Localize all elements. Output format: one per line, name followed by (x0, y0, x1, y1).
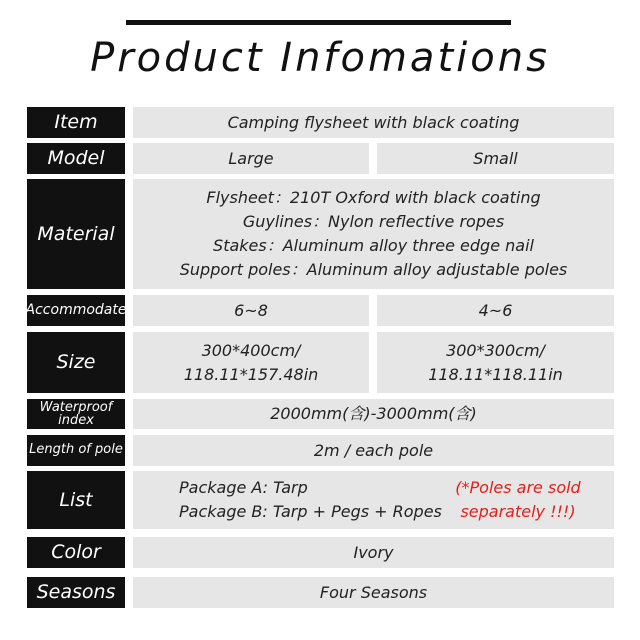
value-accommodate-large: 6~8 (133, 295, 369, 326)
label-model: Model (27, 143, 125, 174)
value-material (133, 179, 614, 289)
label-pole-length: Length of pole (27, 435, 125, 466)
label-item: Item (27, 107, 125, 138)
note-line-1: (*Poles are sold (455, 478, 581, 497)
size-small-cm: 300*300cm/ (446, 340, 545, 360)
value-seasons: Four Seasons (133, 577, 614, 608)
label-material: Material (27, 179, 125, 289)
package-b: Package B: Tarp + Pegs + Ropes (179, 502, 442, 521)
value-list (133, 471, 614, 529)
label-waterproof (27, 399, 125, 429)
value-size-large (133, 332, 369, 393)
label-waterproof-line1: Waterproof (39, 400, 113, 415)
label-color: Color (27, 537, 125, 568)
size-large-cm: 300*400cm/ (201, 340, 301, 360)
value-waterproof: 2000mm(含)-3000mm(含) (133, 399, 614, 429)
material-guylines: Guylines：Nylon reflective ropes (242, 212, 505, 231)
label-accommodate: Accommodate (27, 295, 125, 326)
label-size: Size (27, 332, 125, 393)
value-accommodate-small: 4~6 (377, 295, 614, 326)
label-list: List (27, 471, 125, 529)
size-small-in: 118.11*118.11in (428, 364, 563, 384)
label-waterproof-line2: index (58, 413, 94, 428)
value-model-small: Small (377, 143, 614, 174)
note-line-2: separately !!!) (460, 502, 576, 521)
package-a: Package A: Tarp (179, 478, 308, 497)
title-rule (126, 20, 511, 25)
material-flysheet: Flysheet：210T Oxford with black coating (206, 188, 541, 207)
package-list (179, 471, 442, 529)
value-size-small (377, 332, 614, 393)
value-item: Camping flysheet with black coating (133, 107, 614, 138)
size-large-in: 118.11*157.48in (183, 364, 319, 384)
material-support-poles: Support poles：Aluminum alloy adjustable poles (179, 260, 568, 279)
material-stakes: Stakes：Aluminum alloy three edge nail (213, 236, 534, 255)
label-seasons: Seasons (27, 577, 125, 608)
poles-sold-separately-note (453, 471, 583, 529)
value-color: Ivory (133, 537, 614, 568)
value-pole-length: 2m / each pole (133, 435, 614, 466)
page-title: Product Infomations (90, 35, 550, 81)
value-model-large: Large (133, 143, 369, 174)
